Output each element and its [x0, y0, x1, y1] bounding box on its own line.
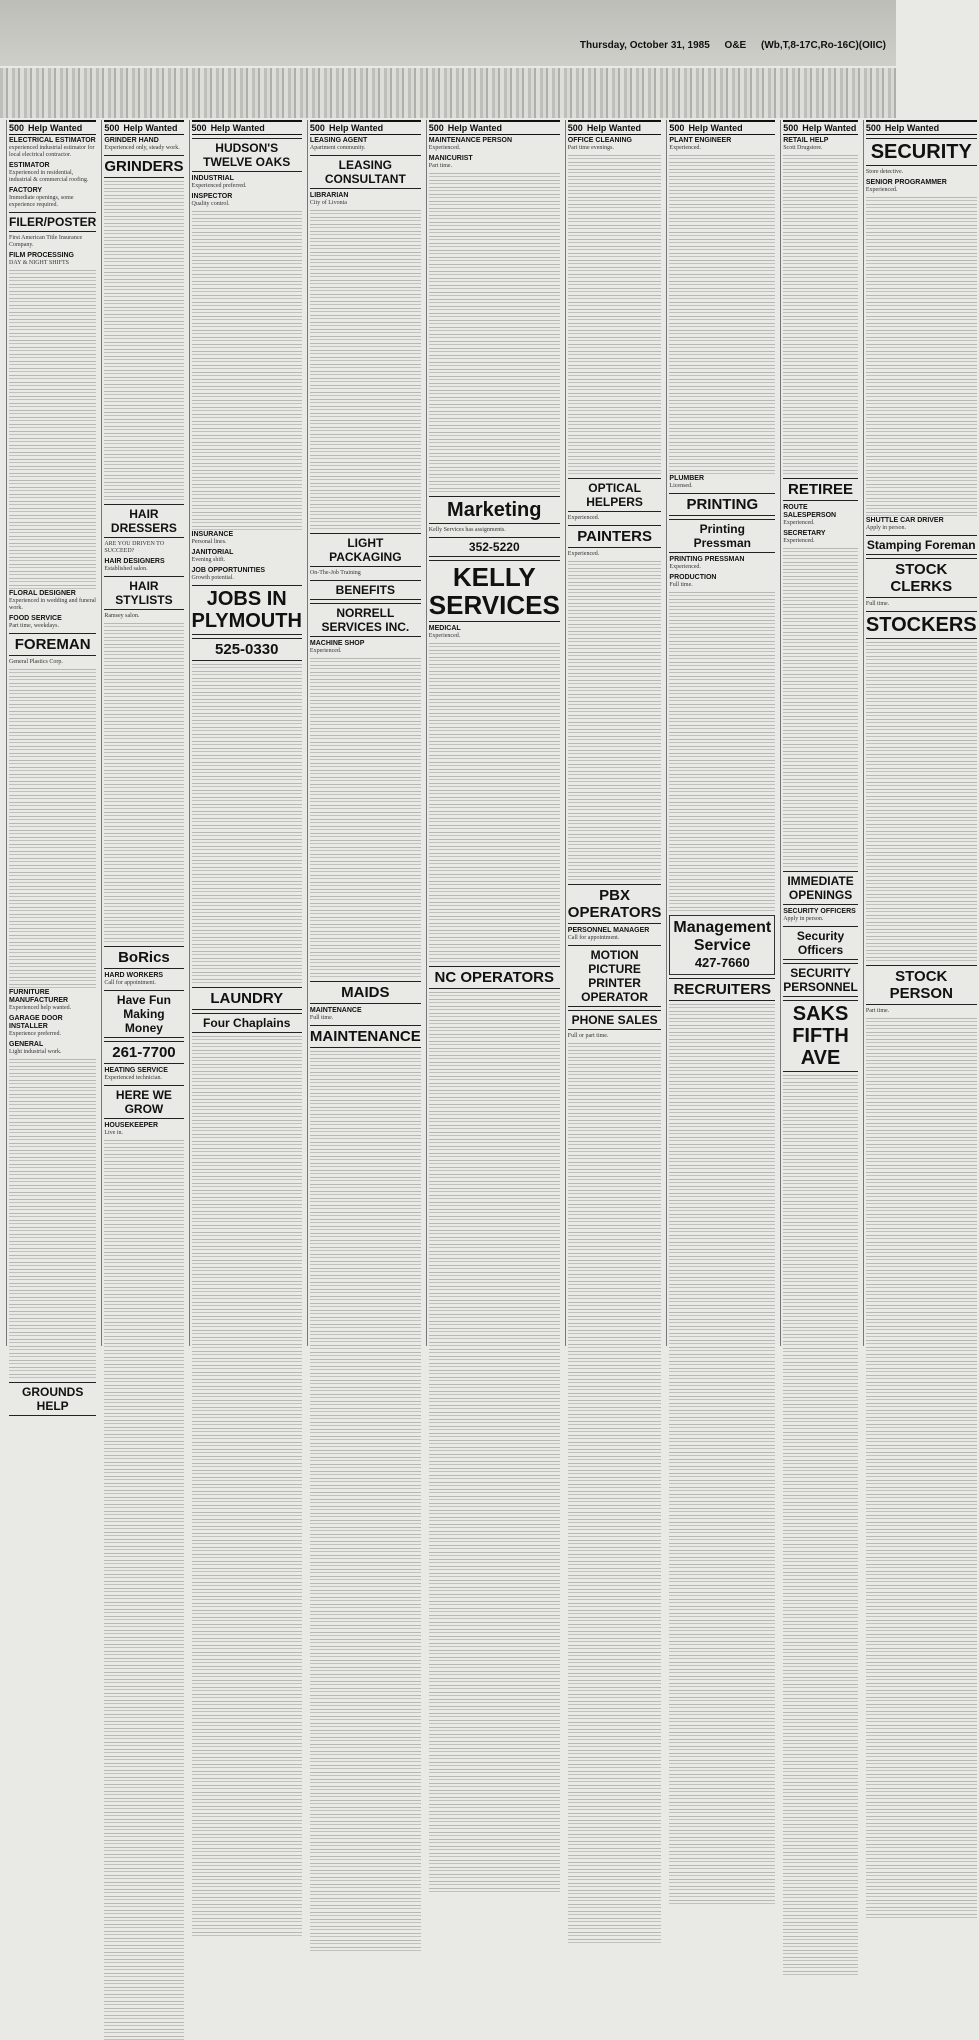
column-4 — [307, 120, 423, 1346]
ad-headline: FILER/POSTER — [9, 212, 96, 232]
ad-text-block — [310, 658, 421, 978]
ad-headline: SECURITY PERSONNEL — [783, 963, 858, 997]
ad-headline: GRINDERS — [104, 155, 183, 178]
ad-headline: BoRics — [104, 946, 183, 969]
classified-ad: INDUSTRIAL Experienced preferred. — [191, 175, 247, 189]
ad-headline: Printing Pressman — [669, 519, 775, 553]
column-6 — [565, 120, 664, 1346]
ad-headline: LAUNDRY — [192, 987, 302, 1010]
ad-headline: HAIR STYLISTS — [104, 576, 183, 610]
ad-headline: STOCKERS — [866, 611, 977, 639]
ad-headline: HERE WE GROW — [104, 1085, 183, 1119]
classified-ad: HAIR DESIGNERS Established salon. — [104, 558, 165, 572]
column-7 — [666, 120, 777, 1346]
column-1 — [6, 120, 98, 1413]
classified-ad: HARD WORKERS Call for appointment. — [104, 972, 164, 986]
classified-ad: GARAGE DOOR INSTALLER Experience preferred. — [9, 1015, 63, 1037]
ad-text-block — [104, 181, 183, 501]
classified-ad: LEASING AGENT Apartment community. — [309, 137, 368, 151]
ad-headline: RETIREE — [783, 478, 858, 501]
ad-text-block — [783, 548, 858, 868]
ad-headline: Stamping Foreman — [866, 535, 977, 555]
ad-headline: MAINTENANCE — [310, 1025, 421, 1048]
classified-ad: Experienced. — [567, 515, 600, 521]
column-5 — [426, 120, 562, 1346]
ad-headline: NC OPERATORS — [429, 966, 560, 989]
ad-headline: Four Chaplains — [192, 1013, 302, 1033]
classified-ad: PERSONNEL MANAGER Call for appointment. — [567, 927, 650, 941]
masthead-code: (Wb,T,8-17C,Ro-16C)(OIIC) — [761, 40, 886, 51]
column-header: 500 Help Wanted — [866, 120, 977, 135]
classified-ad: ROUTE SALESPERSON Experienced. — [783, 504, 837, 526]
classified-ad: GENERAL Light industrial work. — [9, 1041, 62, 1055]
classified-ad: PLANT ENGINEER Experienced. — [669, 137, 732, 151]
ad-text-block — [192, 211, 302, 531]
ad-headline: SECURITY — [866, 138, 977, 166]
ad-headline: BENEFITS — [310, 580, 421, 600]
classified-ad: ELECTRICAL ESTIMATOR experienced industrial estimator for local electrical contractor. — [9, 137, 96, 158]
ad-text-block — [429, 992, 560, 1892]
classified-ad: FOOD SERVICE Part time, weekdays. — [9, 615, 62, 629]
ad-text-block — [866, 642, 977, 962]
ad-text-block — [568, 155, 662, 475]
ad-headline: PRINTING — [669, 493, 775, 516]
classified-ad: INSURANCE Personal lines. — [191, 531, 234, 545]
ad-text-block — [866, 1018, 977, 1918]
ad-headline: KELLY SERVICES — [428, 562, 560, 620]
classified-ad: PRODUCTION Full time. — [669, 574, 717, 588]
classified-ad: Part time. — [865, 1008, 890, 1014]
ad-headline: PHONE SALES — [568, 1010, 662, 1030]
column-header: 500 Help Wanted — [310, 120, 421, 135]
ad-text-block — [429, 643, 560, 963]
column-header: 500 Help Wanted — [9, 120, 96, 135]
ad-text-block — [192, 664, 302, 984]
classified-ad: SECRETARY Experienced. — [783, 530, 826, 544]
ad-headline: PAINTERS — [568, 525, 662, 548]
ad-text-block — [568, 1043, 662, 1943]
ad-text-block — [310, 1051, 421, 1951]
classified-ad: General Plastics Corp. — [9, 659, 63, 665]
ad-headline: HAIR DRESSERS — [104, 504, 183, 538]
ad-text-block — [568, 561, 662, 881]
column-header: 500 Help Wanted — [669, 120, 775, 135]
ad-headline: LEASING CONSULTANT — [310, 155, 421, 189]
ad-text-block — [669, 592, 775, 912]
classified-ad: INSPECTOR Quality control. — [191, 193, 233, 207]
ad-headline: NORRELL SERVICES INC. — [310, 603, 421, 637]
ad-headline: Marketing — [429, 496, 560, 524]
ad-headline: MAIDS — [310, 981, 421, 1004]
ad-text-block — [866, 197, 977, 517]
classified-ad: First American Title Insurance Company. — [9, 235, 83, 248]
ad-headline: Security Officers — [783, 926, 858, 960]
ad-headline: PBX OPERATORS — [568, 884, 662, 924]
classified-ad: HOUSEKEEPER Live in. — [104, 1122, 159, 1136]
ad-text-block — [669, 1004, 775, 1904]
classified-ad: GRINDER HAND Experienced only, steady work. — [104, 137, 180, 151]
column-header: 500 Help Wanted — [192, 120, 302, 135]
classified-ad: PRINTING PRESSMAN Experienced. — [669, 556, 745, 570]
ad-headline: OPTICAL HELPERS — [568, 478, 662, 512]
boxed-ad: Management Service 427-7660 — [669, 915, 775, 975]
classified-ad: Kelly Services has assignments. — [428, 527, 506, 533]
ad-text-block — [104, 1140, 183, 2040]
classified-ad: FILM PROCESSING DAY & NIGHT SHIFTS — [9, 252, 74, 266]
masthead-page: O&E — [724, 40, 747, 51]
ad-headline: STOCK PERSON — [866, 965, 977, 1005]
classified-ad: MEDICAL Experienced. — [428, 625, 461, 639]
classified-ad: OFFICE CLEANING Part time evenings. — [567, 137, 632, 151]
ad-headline: LIGHT PACKAGING — [310, 533, 421, 567]
classified-ad: ARE YOU DRIVEN TO SUCCEED? — [104, 541, 165, 554]
classified-ad: FACTORY Immediate openings, some experience required. — [9, 187, 74, 208]
ad-headline: 261-7700 — [104, 1041, 183, 1064]
ad-text-block — [104, 623, 183, 943]
classified-page — [6, 120, 977, 1413]
ad-headline: STOCK CLERKS — [866, 558, 977, 598]
column-header: 500 Help Wanted — [783, 120, 858, 135]
ad-text-block — [783, 1075, 858, 1975]
classified-ad: On-The-Job Training — [309, 570, 361, 576]
ad-headline: RECRUITERS — [669, 978, 775, 1001]
header-strip — [0, 68, 896, 118]
masthead-date: Thursday, October 31, 1985 — [579, 40, 710, 51]
ad-headline: JOBS IN PLYMOUTH — [192, 585, 302, 635]
ad-text-block — [9, 1059, 96, 1379]
ad-text-block — [310, 210, 421, 530]
page-top-bar — [0, 0, 896, 66]
classified-ad: JOB OPPORTUNITIES Growth potential. — [191, 567, 266, 581]
ad-text-block — [9, 669, 96, 989]
column-3 — [189, 120, 304, 1346]
ad-headline: GROUNDS HELP — [9, 1382, 96, 1416]
ad-headline: SAKS FIFTH AVE — [783, 1000, 858, 1072]
classified-ad: Ramsey salon. — [104, 613, 140, 619]
ad-text-block — [192, 1036, 302, 1936]
ad-headline: MOTION PICTURE PRINTER OPERATOR — [568, 945, 662, 1007]
ad-headline: FOREMAN — [9, 633, 96, 656]
classified-ad: RETAIL HELP Scott Drugstore. — [783, 137, 829, 151]
ad-text-block — [669, 155, 775, 475]
classified-ad: MANICURIST Part time. — [428, 155, 473, 169]
classified-ad: FURNITURE MANUFACTURER Experienced help wanted. — [9, 989, 72, 1011]
classified-ad: Full or part time. — [567, 1033, 609, 1039]
ad-text-block — [783, 155, 858, 475]
column-header: 500 Help Wanted — [104, 120, 183, 135]
classified-ad: Full time. — [865, 601, 890, 607]
classified-ad: SENIOR PROGRAMMER Experienced. — [865, 179, 947, 193]
classified-ad: SECURITY OFFICERS Apply in person. — [783, 908, 856, 922]
column-header: 500 Help Wanted — [429, 120, 560, 135]
classified-ad: SHUTTLE CAR DRIVER Apply in person. — [865, 517, 944, 531]
classified-ad: FLORAL DESIGNER Experienced in wedding and funeral work. — [9, 590, 96, 611]
classified-ad: MAINTENANCE PERSON Experienced. — [428, 137, 512, 151]
classified-ad: LIBRARIAN City of Livonia — [309, 192, 349, 206]
classified-ad: Experienced. — [567, 551, 600, 557]
ad-headline: Have Fun Making Money — [104, 990, 183, 1038]
classified-ad: HEATING SERVICE Experienced technician. — [104, 1067, 168, 1081]
classified-ad: MAINTENANCE Full time. — [309, 1007, 362, 1021]
ad-headline: HUDSON'S TWELVE OAKS — [192, 138, 302, 172]
masthead — [568, 40, 886, 54]
column-8 — [780, 120, 860, 1346]
column-header: 500 Help Wanted — [568, 120, 662, 135]
ad-text-block — [9, 270, 96, 590]
classified-ad: MACHINE SHOP Experienced. — [309, 640, 365, 654]
classified-ad: Store detective. — [865, 169, 904, 175]
ad-headline: IMMEDIATE OPENINGS — [783, 871, 858, 905]
column-2 — [101, 120, 185, 1346]
classified-ad: JANITORIAL Evening shift. — [191, 549, 234, 563]
column-9 — [863, 120, 979, 1346]
classified-ad: ESTIMATOR Experienced in residential, industrial & commercial roofing. — [9, 162, 89, 183]
ad-headline: 525-0330 — [192, 638, 302, 661]
ad-headline: 352-5220 — [429, 537, 560, 557]
ad-text-block — [429, 173, 560, 493]
classified-ad: PLUMBER Licensed. — [669, 475, 705, 489]
